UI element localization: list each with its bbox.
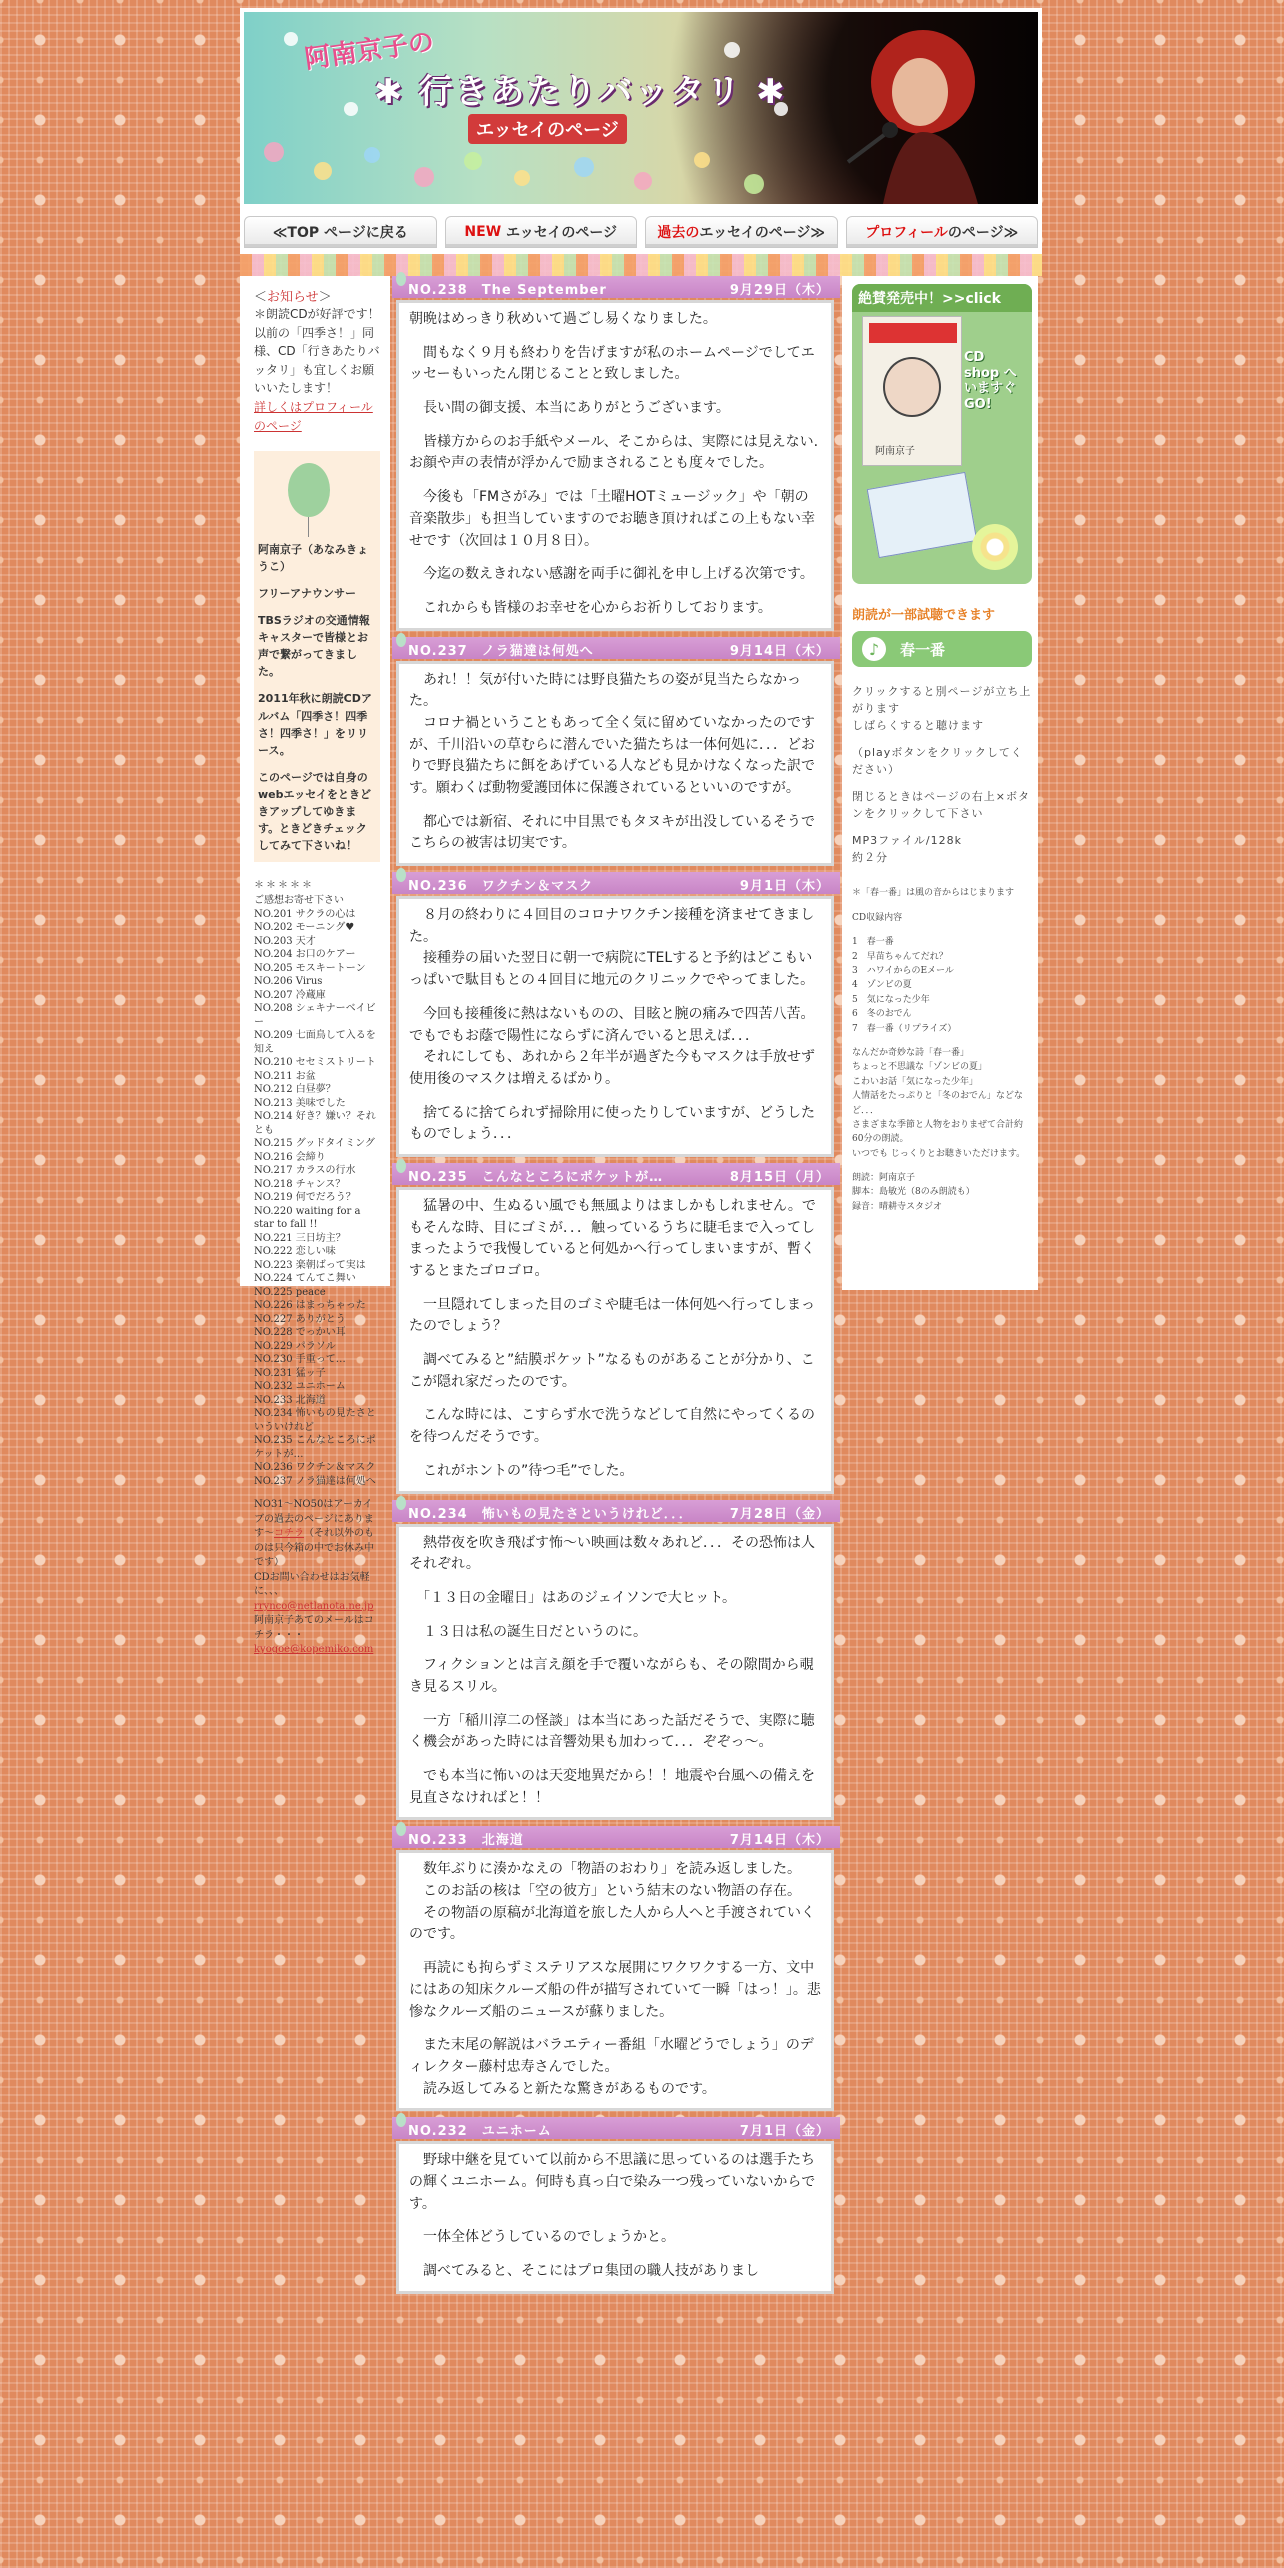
- cd-note: ＊「春一番」は風の音からはじまります: [852, 888, 1015, 899]
- essay-entry: [392, 1826, 840, 2111]
- nav-bar: [240, 208, 1042, 254]
- essay-body: [396, 896, 834, 1157]
- archive-item[interactable]: NO.230 手重って…: [254, 1354, 346, 1366]
- archive-item[interactable]: NO.211 お盆: [254, 1070, 316, 1082]
- archive-link[interactable]: コチラ: [274, 1528, 304, 1540]
- archive-item[interactable]: NO.219 何でだろう？: [254, 1192, 356, 1204]
- archive-item[interactable]: NO.207 冷蔵庫: [254, 989, 326, 1001]
- profile-link[interactable]: 詳しくはプロフィールのページ: [254, 399, 373, 433]
- archive-item[interactable]: NO.231 猛ッ子: [254, 1367, 326, 1379]
- header: [240, 8, 1042, 208]
- essay-body: [396, 1850, 834, 2111]
- essay-header: [392, 1163, 840, 1185]
- notice-text: ＊朗読CDが好評です！以前の「四季さ！」同様、CD「行きあたりバッタリ」も宜しくお願いいたします！: [254, 307, 380, 396]
- cd-credits: 朗読：阿南京子 脚本：島敏光（8のみ朗読も） 録音：晴耕寺スタジオ: [852, 1173, 975, 1212]
- essay-body: [396, 1524, 834, 1821]
- essay-paragraph: フィクションとは言え顔を手で覆いながらも、その隙間から覗き見るスリル。: [409, 1657, 814, 1695]
- essay-paragraph: あれ！！気が付いた時には野良猫たちの姿が見当たらなかった。 コロナ禍ということもあって全く気に留めていなかったのですが、千川沿いの草むらに潜んでいた猫たちは一体何処に．．．どおりで野良猫たちに餌をあげている人なども見かけなくなった訳です。願わくば動物愛護団体に保護されているといいのですが。: [409, 671, 815, 796]
- audio-instructions: [852, 683, 1032, 866]
- essay-paragraph: 一体全体どうしているのでしょうかと。: [409, 2229, 675, 2246]
- essay-paragraph: 野球中継を見ていて以前から不思議に思っているのは選手たちの輝くユニホーム。何時も真っ白で染み一つ残っていないからです。: [409, 2152, 816, 2212]
- cd-track-list: 1 春一番 2 早苗ちゃんてだれ？ 3 ハワイからのEメール 4 ゾンビの夏 5 気になった少年 6 冬のおでん 7 春一番（リプライズ）: [852, 937, 957, 1034]
- essay-paragraph: また末尾の解説はバラエティー番組「水曜どうでしょう」のディレクター藤村忠寿さんでした。 読み返してみると新たな驚きがあるものです。: [409, 2037, 814, 2097]
- profile-line-4: このページでは自身のwebエッセイをときどきアップしてゆきます。ときどきチェックしてみて下さいね！: [258, 770, 371, 852]
- essay-body: [396, 661, 834, 867]
- essay-date: 8月15日（月）: [729, 1169, 830, 1185]
- archive-item[interactable]: NO.225 peace: [254, 1286, 326, 1298]
- essay-paragraph: これがホントの”待つ毛”でした。: [409, 1462, 634, 1479]
- notice-open: ＜: [254, 290, 268, 305]
- essay-paragraph: 数年ぶりに湊かなえの「物語のおわり」を読み返しました。 このお話の核は「空の彼方」という結末のない物語の存在。 その物語の原稿が北海道を旅した人から人へと手渡されていくのです。: [409, 1861, 815, 1943]
- profile-name: 阿南京子（あなみきょうこ）: [258, 543, 368, 574]
- nav-top-label: ≪TOP ページに戻る: [272, 225, 408, 241]
- notice-heading: [254, 286, 380, 305]
- essay-paragraph: 今後も「FMさがみ」では「土曜HOTミュージック」や「朝の音楽散歩」も担当していますのでお聴き頂ければこの上もない幸せです（次回は１０月８日）。: [409, 489, 815, 549]
- essay-paragraph: 猛暑の中、生ぬるい風でも無風よりはましかもしれません。でもそんな時、目にゴミが．．．触っているうちに睫毛まで入ってしまったようで我慢していると何処かへ行ってしまいますが、暫くするとまたゴロゴロ。: [409, 1197, 816, 1279]
- essay-paragraph: 熱帯夜を吹き飛ばす怖～い映画は数々あれど．．．その恐怖は人それぞれ。: [409, 1534, 815, 1573]
- singer-photo: [828, 12, 998, 204]
- audio-info-1: クリックすると別ページが立ち上がります しばらくすると聴けます: [852, 685, 1032, 733]
- nav-new-label: NEW: [464, 224, 502, 240]
- banner-title-top: 阿南京子の: [302, 27, 436, 75]
- essay-body: [396, 1187, 834, 1494]
- cd-ad-text: CD shop へいますぐGO!: [964, 350, 1017, 412]
- essay-paragraph: 皆様方からのお手紙やメール、そこからは、実際には見えない.お顔や声の表情が浮かんで励まされることも度々でした。: [409, 433, 819, 472]
- essay-body: [396, 2141, 834, 2293]
- archive-item[interactable]: NO.233 北海道: [254, 1394, 326, 1406]
- essay-header: [392, 637, 840, 659]
- essay-paragraph: 今迄の数えきれない感謝を両手に御礼を申し上げる次第です。: [409, 566, 814, 583]
- play-haruichiban-button[interactable]: [852, 631, 1032, 667]
- archive-item[interactable]: NO.208 シェキナーベイビー: [254, 1003, 376, 1028]
- banner: [244, 12, 1038, 204]
- cd-contents-heading: CD収録内容: [852, 912, 903, 923]
- archive-item[interactable]: NO.205 モスキートーン: [254, 962, 366, 974]
- archive-item[interactable]: NO.216 会締り: [254, 1151, 326, 1163]
- archive-item[interactable]: NO.223 楽朝ばって実は: [254, 1259, 366, 1271]
- audio-heading: 朗読が一部試聴できます: [852, 608, 996, 623]
- notice-close: ＞: [318, 290, 332, 305]
- nav-profile-label: プロフィール: [865, 225, 948, 241]
- mail-text: 阿南京子あてのメールはコチラ・・・: [254, 1615, 374, 1641]
- cd-artist: 阿南京子: [875, 446, 915, 457]
- essay-header: [392, 1500, 840, 1522]
- archive-item[interactable]: NO.222 恋しい味: [254, 1246, 336, 1258]
- archive-item[interactable]: NO.201 サクラの心は: [254, 908, 356, 920]
- banner-title-sub: エッセイのページ: [468, 114, 627, 144]
- essay-paragraph: 都心では新宿、それに中目黒でもタヌキが出没しているそうでこちらの被害は切実です。: [409, 813, 815, 852]
- essay-title: NO.234 怖いもの見たさというけれど．．．: [408, 1506, 693, 1522]
- flower-divider: [240, 254, 1042, 276]
- essay-paragraph: 再読にも拘らずミステリアスな展開にワクワクする一方、文中にはあの知床クルーズ船の件が描写されていて一瞬「はっ！」。悲惨なクルーズ船のニュースが蘇りました。: [409, 1960, 821, 2020]
- archive-item[interactable]: NO.235 こんなところにポケットが…: [254, 1435, 376, 1460]
- essay-title: NO.233 北海道: [408, 1833, 524, 1849]
- essay-date: 7月14日（木）: [729, 1833, 830, 1849]
- notice-title: お知らせ: [267, 290, 319, 305]
- audio-info-4: MP3ファイル/128k 約２分: [852, 834, 962, 865]
- essay-date: 7月28日（金）: [729, 1506, 830, 1522]
- cd-inquiry-text: CDお問い合わせはお気軽に、、、: [254, 1571, 370, 1598]
- play-label: 春一番: [900, 640, 946, 659]
- archive-item[interactable]: NO.228 でっかい耳: [254, 1327, 346, 1339]
- archive-item[interactable]: NO.218 チャンス？: [254, 1178, 346, 1190]
- stars-divider: ＊＊＊＊＊: [254, 879, 314, 891]
- left-sidebar: [240, 276, 390, 1656]
- essay-date: 9月14日（木）: [729, 643, 830, 659]
- essay-column: [390, 276, 842, 2300]
- audio-info-2: （playボタンをクリックしてください）: [852, 746, 1023, 777]
- essay-paragraph: 「１３日の金曜日」はあのジェイソンで大ヒット。: [409, 1589, 737, 1606]
- archive-item[interactable]: NO.226 はまっちゃった: [254, 1300, 366, 1312]
- essay-date: 9月29日（木）: [729, 283, 830, 298]
- essay-title: NO.235 こんなところにポケットが…: [408, 1169, 664, 1185]
- cd-description: なんだか奇妙な詩「春一番」 ちょっと不思議な「ゾンビの夏」 こわいお話「気になった少年」 人情話をたっぷりと「冬のおでん」などなど．．． さまざまな季節と人物をおりまぜて合計約60分の朗読。 いつでも じっくりとお聴きいただけます。: [852, 1047, 1026, 1159]
- cd-details: [852, 886, 1032, 1214]
- archive-item[interactable]: NO.214 好き？嫌い？それとも: [254, 1111, 376, 1136]
- essay-date: 9月1日（木）: [739, 879, 830, 895]
- essay-paragraph: 一旦隠れてしまった目のゴミや睫毛は一体何処へ行ってしまったのでしょう？: [409, 1296, 815, 1335]
- essay-entry: [392, 872, 840, 1157]
- music-note-icon: ♪: [862, 637, 886, 661]
- mail-email[interactable]: kyogoe@kopemiko.com: [254, 1644, 374, 1656]
- cd-inquiry-email[interactable]: rrynco@netlanota.ne.jp: [254, 1600, 374, 1612]
- archive-item[interactable]: NO.229 パラソル: [254, 1340, 336, 1352]
- archive-item[interactable]: NO.215 グッドタイミング: [254, 1138, 375, 1150]
- essay-paragraph: 調べてみると”結膜ポケット”なるものがあることが分かり、ここが隠れ家だったのです。: [409, 1352, 815, 1390]
- archive-item[interactable]: NO.213 美味でした: [254, 1097, 346, 1109]
- archive-item[interactable]: NO.217 カラスの行水: [254, 1165, 356, 1177]
- archive-list: [254, 908, 380, 1489]
- nav-past-essay-label: エッセイのページ≫: [699, 225, 826, 241]
- pen-paper-icon: [867, 472, 978, 558]
- nav-new-essay-label: エッセイのページ: [506, 225, 618, 241]
- right-sidebar: [842, 276, 1038, 1290]
- essay-entry: [392, 1500, 840, 1821]
- archive-item[interactable]: NO.221 三日坊主？: [254, 1232, 346, 1244]
- archive-item[interactable]: NO.227 ありがとう: [254, 1313, 346, 1325]
- essay-paragraph: これからも皆様のお幸せを心からお祈りしております。: [409, 599, 772, 616]
- essay-entry: [392, 637, 840, 867]
- left-footer: [254, 1498, 380, 1658]
- essay-paragraph: 一方「稲川淳二の怪談」は本当にあった話だそうで、実際に聴く機会があった時には音響効果も加わって．．．ぞぞっ～。: [409, 1712, 815, 1751]
- essay-title: NO.236 ワクチン＆マスク: [408, 879, 594, 895]
- archive-item[interactable]: NO.232 ユニホーム: [254, 1381, 346, 1393]
- essay-header: [392, 2117, 840, 2139]
- flower-icon: [972, 524, 1018, 570]
- archive-heading: ご感想お寄せ下さい: [254, 894, 344, 906]
- banner-title-main: ✱ 行きあたりバッタリ ✱: [374, 72, 787, 112]
- archive-note: NO31～NO50はアーカイブの過去のページにあります～: [254, 1499, 374, 1540]
- essay-header: [392, 1826, 840, 1848]
- essay-title: NO.232 ユニホーム: [408, 2124, 552, 2140]
- essay-paragraph: 捨てるに捨てられず掃除用に使ったりしていますが、どうしたものでしょう．．．: [409, 1104, 815, 1143]
- balloon-icon: [288, 463, 330, 517]
- archive-item[interactable]: NO.220 waiting for a star to fall !!: [254, 1205, 361, 1231]
- profile-box: [254, 451, 380, 862]
- cd-ad-banner[interactable]: [852, 284, 1032, 584]
- essay-body: [396, 300, 834, 631]
- profile-line-3: 2011年秋に朗読CDアルバム「四季さ！四季さ！四季さ！」をリリース。: [258, 692, 372, 757]
- archive-item[interactable]: NO.203 天才: [254, 935, 316, 947]
- nav-profile-button[interactable]: [846, 216, 1039, 248]
- cd-cover: [862, 316, 962, 466]
- page: [240, 8, 1042, 2300]
- archive-item[interactable]: NO.212 白昼夢？: [254, 1084, 336, 1096]
- nav-top-button[interactable]: [244, 216, 437, 248]
- essay-header: [392, 276, 840, 298]
- audio-info-3: 閉じるときはページの右上×ボタンをクリックして下さい: [852, 790, 1030, 821]
- profile-line-1: フリーアナウンサー: [258, 587, 357, 601]
- nav-past-essay-button[interactable]: [645, 216, 838, 248]
- essay-paragraph: 間もなく９月も終わりを告げますが私のホームページでしてエッセーもいったん閉じることと致しました。: [409, 344, 815, 383]
- essay-paragraph: 今回も接種後に熱はないものの、目眩と腕の痛みで四苦八苦。でもでもお蔭で陽性にならずに済んでいると思えば．．． それにしても、あれから２年半が過ぎた今もマスクは手放せず使用後のマスクは増えるばかり。: [409, 1005, 815, 1087]
- essay-paragraph: １３日は私の誕生日だというのに。: [409, 1623, 647, 1640]
- cd-ad-title: 絶賛発売中！>>click: [852, 284, 1032, 312]
- essay-paragraph: でも本当に怖いのは天変地異だから！！地震や台風への備えを見直さなければと！！: [409, 1768, 815, 1806]
- nav-past-label: 過去の: [657, 225, 700, 241]
- essay-paragraph: 長い間の御支援、本当にありがとうございます。: [409, 400, 730, 417]
- essay-paragraph: ８月の終わりに４回目のコロナワクチン接種を済ませてきました。 接種券の届いた翌日に朝一で病院にTELすると予約はどこもいっぱいで駄目もとの４回目に地元のクリニックでやってました。: [409, 907, 815, 989]
- essay-paragraph: 朝晩はめっきり秋めいて過ごし易くなりました。: [409, 311, 717, 327]
- essay-title: NO.237 ノラ猫達は何処へ: [408, 643, 594, 659]
- profile-line-2: TBSラジオの交通情報キャスターで皆様とお声で繋がってきました。: [258, 614, 370, 679]
- essay-entry: [392, 1163, 840, 1494]
- nav-profile-page-label: のページ≫: [947, 225, 1019, 241]
- archive-item[interactable]: NO.206 Virus: [254, 976, 323, 988]
- nav-new-essay-button[interactable]: [445, 216, 638, 248]
- essay-date: 7月1日（金）: [739, 2124, 830, 2140]
- archive-item[interactable]: NO.237 ノラ猫達は何処へ: [254, 1475, 376, 1487]
- essay-title: NO.238 The September: [408, 283, 607, 298]
- essay-paragraph: 調べてみると、そこにはプロ集団の職人技がありまし: [409, 2263, 759, 2279]
- archive-item[interactable]: NO.234 怖いもの見たさといういけれど: [254, 1408, 376, 1433]
- essay-paragraph: こんな時には、こすらず水で洗うなどして自然にやってくるのを待つんだそうです。: [409, 1407, 815, 1446]
- archive-item[interactable]: NO.224 てんてこ舞い: [254, 1273, 356, 1285]
- archive-item[interactable]: NO.209 七面鳥して入るを知え: [254, 1030, 376, 1055]
- essay-entry: [392, 2117, 840, 2293]
- archive-item[interactable]: NO.204 お口のケアー: [254, 949, 356, 961]
- archive-note-2: （それ以外のものは只今箱の中でお休み中です）: [254, 1528, 374, 1569]
- essay-entry: [392, 276, 840, 631]
- archive-item[interactable]: NO.202 モーニング♥: [254, 922, 355, 934]
- essay-header: [392, 872, 840, 894]
- archive-item[interactable]: NO.210 セセミストリート: [254, 1057, 376, 1069]
- archive-item[interactable]: NO.236 ワクチン＆マスク: [254, 1462, 376, 1474]
